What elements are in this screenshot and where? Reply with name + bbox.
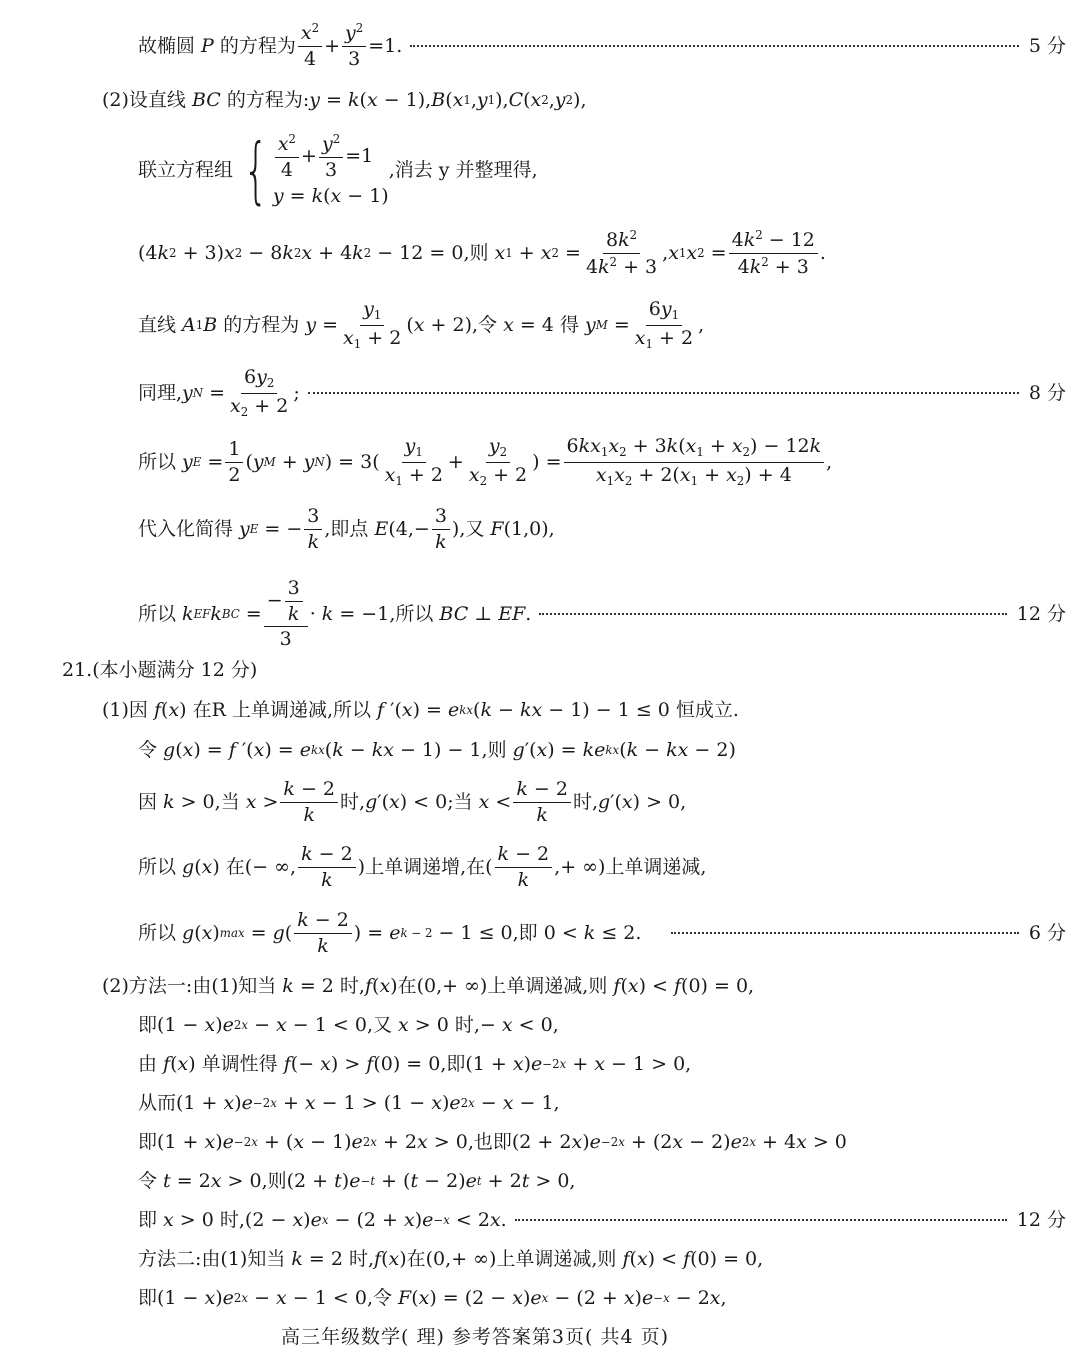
- answer-line-15: 所以 g ( x ) max = g ( $\frac{k - 2}{k}$ ) = e k − 2 − 1 ≤ 0,即 0 < k ≤ 2. 6 分: [138, 908, 1066, 957]
- answer-line-7: 所以 y E = $\frac{1}{2}$ ( y M + y N ) = 3( $\frac{y_1}{x_1 + 2}$ + $\frac{y_2}{x_2 + 2}$ ) = $\frac{6kx_1x_2 + 3k(x_1 + x_2) - 12k}{x_1x_2 + 2(x_1 + x_2) + 4}$ ,: [138, 435, 833, 488]
- dot-leader: [515, 1219, 1007, 1221]
- page-footer: 高三年级数学( 理) 参考答案第3页( 共4 页): [281, 1326, 669, 1348]
- question-heading-21: 21.(本小题满分 12 分): [62, 658, 258, 681]
- answer-line-24: 即(1 − x ) e 2x − x − 1 < 0,令 F ( x ) = (2 − x ) e x − (2 + x ) e −x − 2 x ,: [138, 1286, 727, 1309]
- answer-line-4: (4 k 2 + 3) x 2 − 8 k 2 x + 4 k 2 − 12 = 0,则 x 1 + x 2 = $\frac{8k^2}{4k^2 + 3}$ , x 1 x 2 = $\frac{4k^2 - 12}{4k^2 + 3}$ .: [138, 227, 826, 278]
- answer-line-3: 联立方程组 { $\frac{x^2}{4}$ + $\frac{y^2}{3}$ =1 y = k(x − 1) ,消去 y 并整理得,: [138, 127, 538, 212]
- answer-line-17: 即(1 − x ) e 2x − x − 1 < 0,又 x > 0 时,− x < 0,: [138, 1013, 559, 1036]
- answer-line-20: 即(1 + x ) e −2x + ( x − 1) e 2x + 2 x > 0,也即(2 + 2 x ) e −2x + (2 x − 2) e 2x + 4 x > 0: [138, 1130, 847, 1153]
- answer-line-8: 代入化简得 y E = − $\frac{3}{k}$ ,即点 E (4,− $\frac{3}{k}$ ),又 F (1,0),: [138, 504, 555, 553]
- answer-line-18: 由 f ( x ) 单调性得 f (− x ) > f (0) = 0,即(1 + x ) e −2x + x − 1 > 0,: [138, 1052, 692, 1075]
- score-label: 8 分: [1028, 381, 1066, 404]
- answer-line-13: 因 k > 0,当 x > $\frac{k - 2}{k}$ 时, g ′( x ) < 0;当 x < $\frac{k - 2}{k}$ 时, g ′( x ) > 0,: [138, 777, 687, 826]
- equation-system: { $\frac{x^2}{4}$ + $\frac{y^2}{3}$ =1 y = k(x − 1): [243, 127, 389, 212]
- score-label: 5 分: [1028, 34, 1066, 57]
- answer-line-14: 所以 g ( x ) 在(− ∞, $\frac{k - 2}{k}$ )上单调递增,在( $\frac{k - 2}{k}$ ,+ ∞)上单调递减,: [138, 842, 707, 891]
- answer-line-16: (2)方法一:由(1)知当 k = 2 时, f ( x )在(0,+ ∞)上单调递减,则 f ( x ) < f (0) = 0,: [102, 974, 755, 997]
- dot-leader: [539, 613, 1006, 615]
- score-label: 12 分: [1016, 602, 1066, 625]
- answer-line-2: (2)设直线 BC 的方程为: y = k ( x − 1), B ( x 1 , y 1 ), C ( x 2 , y 2 ),: [102, 88, 587, 111]
- score-label: 12 分: [1016, 1208, 1066, 1231]
- answer-line-22: 即 x > 0 时,(2 − x ) e x − (2 + x ) e −x < 2 x . 12 分: [138, 1208, 1066, 1231]
- answer-line-12: 令 g ( x ) = f ′( x ) = e kx ( k − kx − 1) − 1,则 g ′( x ) = ke kx ( k − kx − 2): [138, 738, 736, 761]
- answer-line-1: 故椭圆 P 的方程为 $\frac{x^2}{4}$ + $\frac{y^2}{3}$ =1. 5 分: [138, 21, 1066, 71]
- answer-line-21: 令 t = 2 x > 0,则(2 + t ) e −t + ( t − 2) e t + 2 t > 0,: [138, 1169, 576, 1192]
- answer-line-19: 从而(1 + x ) e −2x + x − 1 > (1 − x ) e 2x − x − 1,: [138, 1091, 560, 1114]
- score-label: 6 分: [1028, 921, 1066, 944]
- dot-leader: [410, 45, 1019, 47]
- dot-leader: [308, 392, 1019, 394]
- answer-line-11: (1)因 f ( x ) 在R 上单调递减,所以 f ′( x ) = e kx ( k − kx − 1) − 1 ≤ 0 恒成立.: [102, 698, 739, 721]
- dot-leader: [671, 932, 1018, 934]
- answer-line-23: 方法二:由(1)知当 k = 2 时, f ( x )在(0,+ ∞)上单调递减,则 f ( x ) < f (0) = 0,: [138, 1247, 764, 1270]
- answer-line-6: 同理, y N = $\frac{6y_2}{x_2 + 2}$ ; 8 分: [138, 366, 1066, 419]
- answer-line-9: 所以 k EF k BC = − $\frac{3}{k}$ 3 · k = −1,所以 BC ⊥ EF . 12 分: [138, 576, 1066, 651]
- answer-line-5: 直线 A 1 B 的方程为 y = $\frac{y_1}{x_1 + 2}$ ( x + 2),令 x = 4 得 y M = $\frac{6y_1}{x_1 + 2}$ ,: [138, 298, 705, 351]
